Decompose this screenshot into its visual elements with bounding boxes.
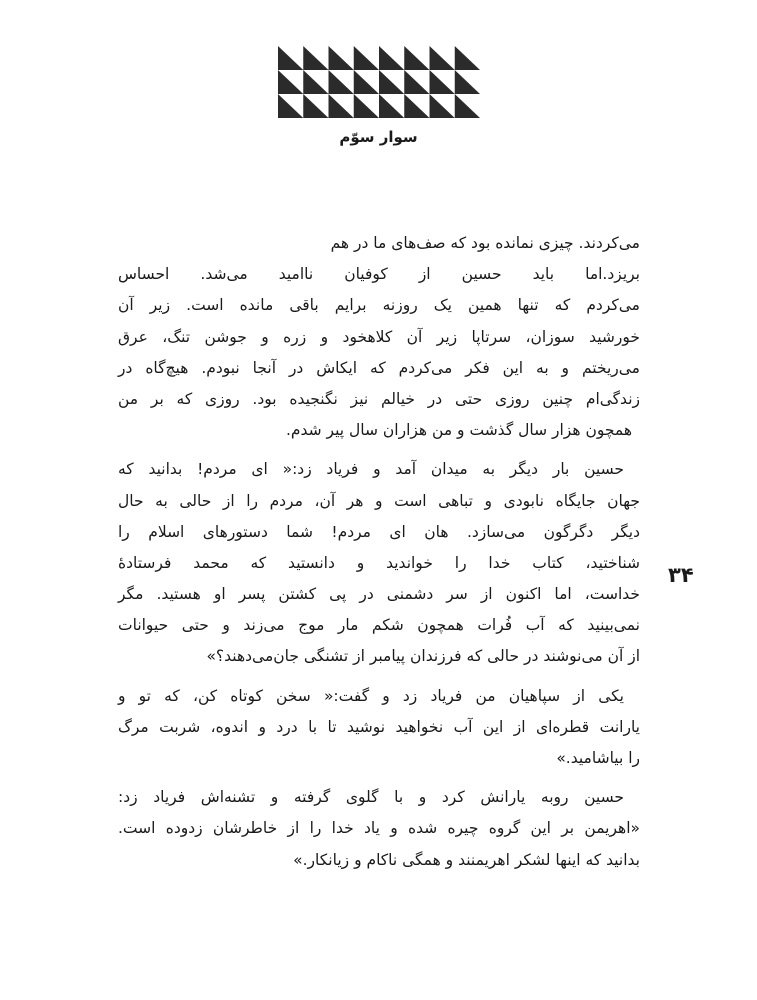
paragraph — [118, 454, 640, 672]
ornament-triangle — [278, 94, 303, 118]
text-line: می‌کردند. چیزی نمانده بود که صف‌های ما در هم — [330, 234, 640, 252]
text-line: خداست، اما اکنون از سر دشمنی در پی کشتن پسر او هستید. مگر — [118, 585, 640, 604]
paragraph — [118, 681, 640, 775]
ornament-triangle — [430, 46, 455, 70]
ornament-triangle — [404, 70, 429, 94]
text-line: می‌ریختم و به این فکر می‌کردم که ایکاش در آنجا نبودم. هیچ‌گاه در — [118, 358, 640, 377]
text-line: خورشید سوزان، سرتاپا زیر آن کلاهخود و زره و جوشن تنگ، عرق — [118, 327, 640, 346]
ornament-triangle — [303, 46, 328, 70]
paragraph — [118, 228, 640, 446]
ornament-triangle — [329, 46, 354, 70]
text-line: بریزد.اما باید حسین از کوفیان ناامید می‌شد. احساس — [118, 265, 640, 284]
text-line: همچون هزار سال گذشت و من هزاران سال پیر شدم. — [285, 421, 632, 440]
ornament-triangle — [329, 94, 354, 118]
ornament-triangle — [430, 94, 455, 118]
text-line: بدانید که اینها لشکر اهریمنند و همگی ناکام و زیانکار.» — [293, 850, 640, 869]
ornament-triangle — [404, 46, 429, 70]
ornament-triangle — [455, 70, 480, 94]
ornament-triangle — [455, 94, 480, 118]
ornament-triangle — [379, 70, 404, 94]
text-line: حسین روبه یارانش کرد و با گلوی گرفته و تشنه‌اش فریاد زد: — [118, 788, 624, 807]
text-line: یکی از سپاهیان من فریاد زد و گفت:« سخن کوتاه کن، که تو و — [118, 686, 624, 705]
text-line: زندگی‌ام چنین روزی حتی در خیالم نیز نگنجیده بود. روزی که بر من — [118, 389, 640, 408]
ornament-triangle — [354, 46, 379, 70]
text-line: یارانت قطره‌ای از این آب نخواهید نوشید تا با درد و اندوه، شربت مرگ — [118, 717, 640, 736]
ornament-triangle — [354, 70, 379, 94]
ornament-triangle — [379, 94, 404, 118]
text-line: نمی‌بینید که آب فُرات همچون شکم مار موج می‌زند و حتی حیوانات — [118, 616, 640, 635]
ornament-triangle — [430, 70, 455, 94]
text-line: می‌کردم که تنها همین یک روزنه برایم باقی مانده است. زیر آن — [118, 296, 640, 315]
text-line: را بیاشامید.» — [556, 749, 640, 767]
text-line: شناختید، کتاب خدا را خواندید و دانستید که محمد فرستادهٔ — [118, 553, 640, 572]
page-number: ۳۴ — [668, 563, 694, 587]
ornament-triangle — [455, 46, 480, 70]
text-line: دیگر دگرگون می‌سازد. هان ای مردم! شما دستورهای اسلام را — [118, 522, 640, 541]
running-title: سوار سوّم — [339, 128, 418, 146]
text-line: «اهریمن بر این گروه چیره شده و یاد خدا را از خاطرشان زدوده است. — [118, 819, 640, 838]
ornament-triangle — [379, 46, 404, 70]
text-line: حسین بار دیگر به میدان آمد و فریاد زد:« ای مردم! بدانید که — [118, 460, 624, 479]
ornament-triangle — [303, 94, 328, 118]
ornament-triangle — [404, 94, 429, 118]
ornament-triangle — [303, 70, 328, 94]
paragraph — [118, 782, 640, 876]
ornament-triangle — [354, 94, 379, 118]
ornament-triangle — [278, 46, 303, 70]
ornament-triangle — [278, 70, 303, 94]
text-line: از آن می‌نوشند در حالی که فرزندان پیامبر از تشنگی جان‌می‌دهند؟» — [206, 647, 640, 666]
text-line: جهان جایگاه نابودی و تباهی است و هر آن، مردم را از حالی به حال — [118, 491, 640, 510]
body-text — [118, 228, 640, 876]
ornament-triangle — [329, 70, 354, 94]
triangle-pattern-ornament-icon — [278, 46, 480, 118]
